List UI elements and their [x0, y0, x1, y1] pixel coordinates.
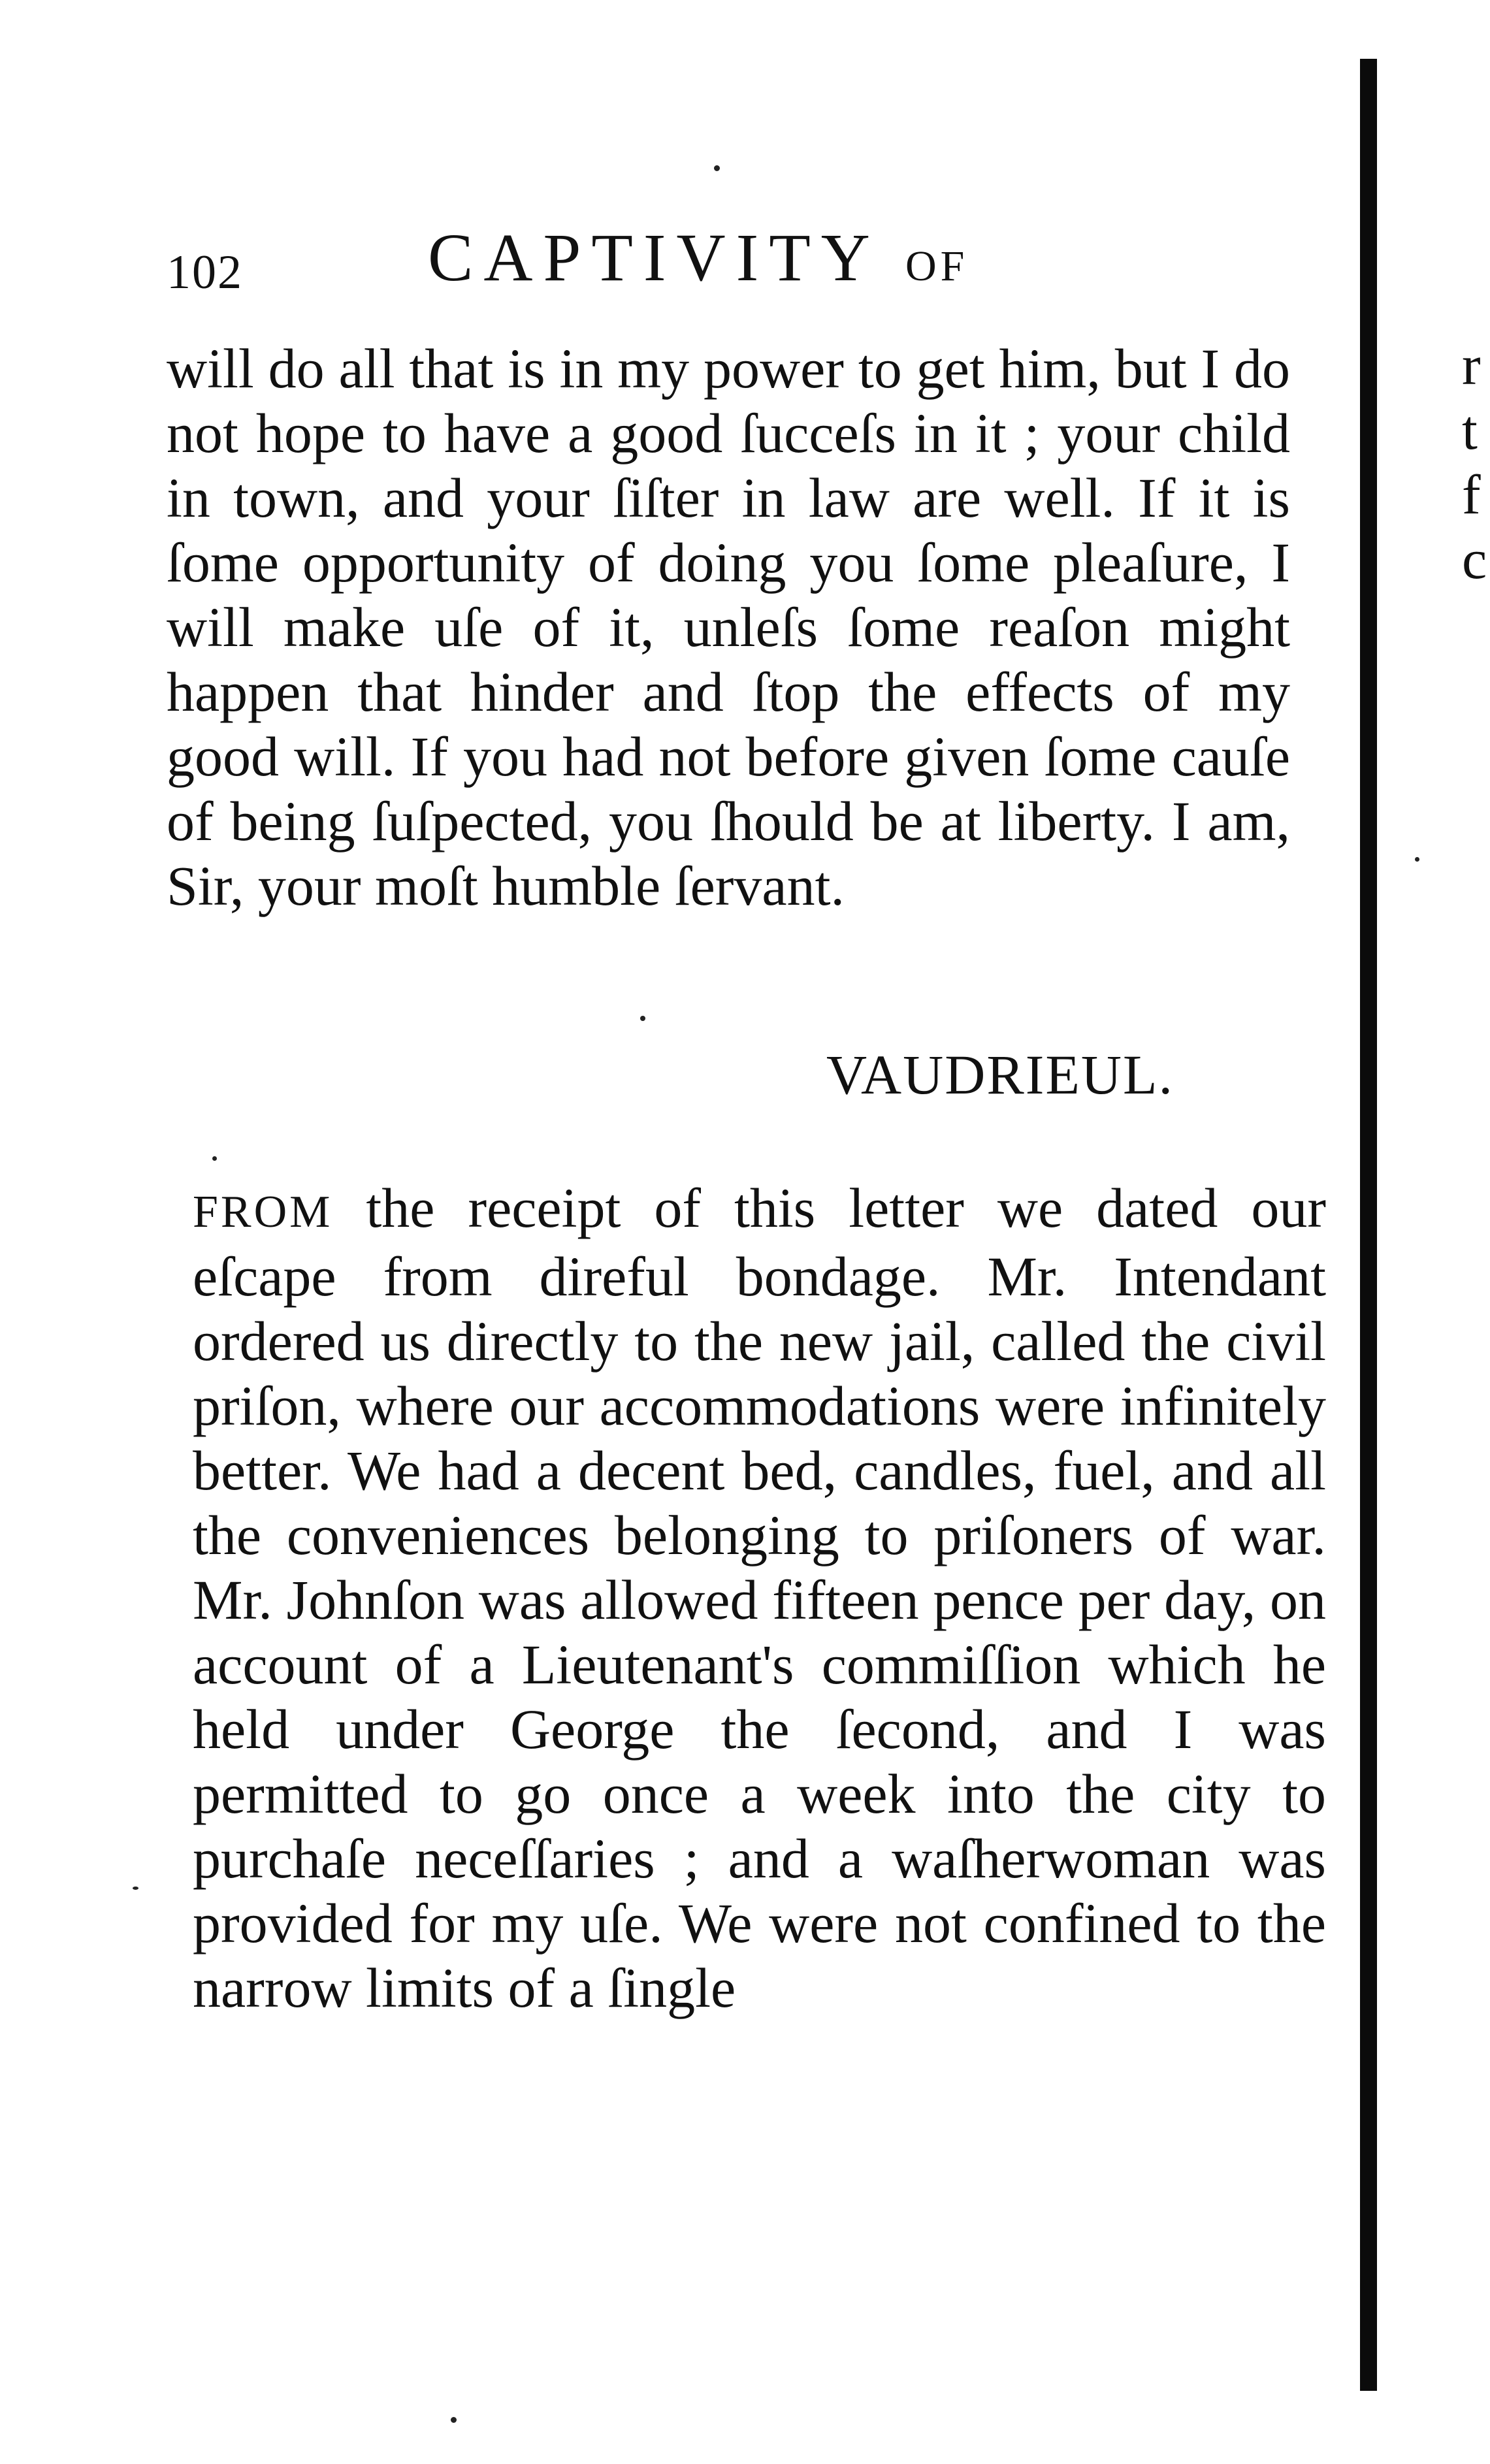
scan-speck: [1415, 857, 1419, 862]
running-header: [167, 219, 1081, 310]
title-text: CAPTIVITY: [428, 220, 878, 295]
facing-page-fragment: r t f c: [1462, 334, 1487, 591]
letter-body: [167, 336, 1290, 918]
lead-word: FROM: [193, 1187, 333, 1237]
scan-speck: [640, 1016, 645, 1021]
letter-paragraph: will do all that is in my power to get him, but I do not hope to have a good ſucceſs in it ; your child in town, and your ſiſter in law are well. If it is ſome opportunity of doing you ſome pleaſure, I will make uſe of it, unleſs ſome reaſon might happen that hinder and ſtop the effects of my good will. If you had not before given ſome cauſe of being ſuſpected, you ſhould be at liberty. I am, Sir, your moſt humble ſervant.: [167, 337, 1290, 917]
scan-speck: [212, 1156, 217, 1161]
narrative-body: the receipt of this letter we dated our eſcape from direful bondage. Mr. Intendant ordered us directly to the new jail, called the civil priſon, where our accommodations were infinitely better. We had a decent bed, candles, fuel, and all the conveniences belonging to priſoners of war. Mr. Johnſon was allowed fifteen pence per day, on account of a Lieutenant's commiſſion which he held under George the ſecond, and I was permitted to go once a week into the city to purchaſe neceſſaries ; and a waſherwoman was provided for my uſe. We were not confined to the narrow limits of a ſingle: [193, 1176, 1326, 2019]
page-number: 102: [167, 246, 243, 299]
running-title: [428, 219, 968, 297]
scan-speck: [451, 2417, 457, 2423]
scan-speck: [714, 165, 720, 171]
title-suffix: OF: [905, 242, 969, 290]
gutter-rule: [1360, 59, 1377, 2391]
scan-speck: [133, 1887, 138, 1890]
narrative-paragraph: [193, 1176, 1326, 2020]
narrative-text: [193, 1176, 1326, 2020]
letter-signature: VAUDRIEUL.: [826, 1043, 1174, 1106]
